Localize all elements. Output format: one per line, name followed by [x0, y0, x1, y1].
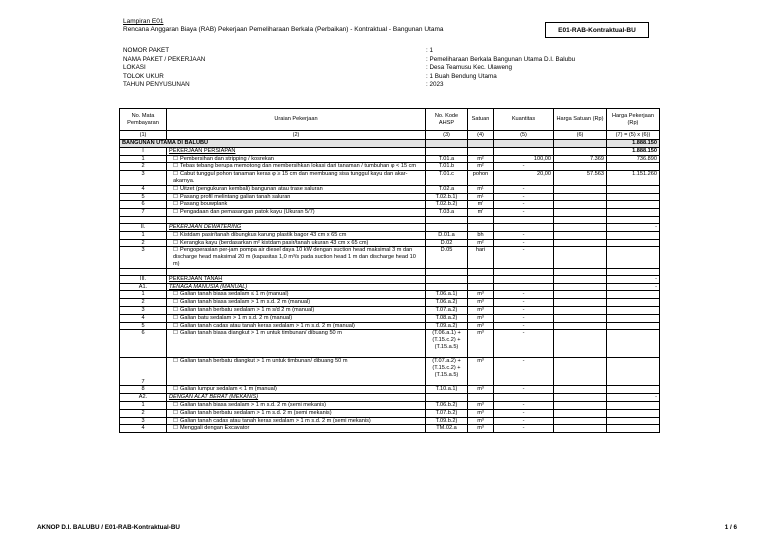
group-row: [120, 147, 660, 155]
row-code: T.02.b.2): [426, 201, 468, 209]
row-no: 3: [120, 171, 167, 186]
row-no: 3: [120, 306, 167, 314]
row-amount: [607, 185, 660, 193]
row-code: T.01.a: [426, 155, 468, 163]
row-code: (T.07.a.2) + (T.15.c.2) + (T.15.a.5): [426, 358, 468, 386]
row-no: 5: [120, 193, 167, 201]
row-amount: [607, 193, 660, 201]
row-unit-price: [554, 163, 607, 171]
table-row: [120, 358, 660, 386]
table-header-row: [120, 109, 660, 131]
row-unit: m³: [468, 409, 494, 417]
row-unit-price: 7.369: [554, 155, 607, 163]
info-label: NAMA PAKET / PEKERJAAN: [123, 55, 206, 63]
row-quantity: -: [494, 425, 554, 433]
table-row: [120, 201, 660, 209]
group-label: PEKERJAAN DEWATERING: [167, 223, 426, 231]
row-description: ☐ Kerangka kayu (berdasarkan m² kistdam pasir/tanah ukuran 43 cm x 65 cm): [173, 240, 368, 246]
row-code: T.02.b.1): [426, 193, 468, 201]
row-description: ☐ Pengoperasian per-jam pompa air diesel daya 10 kW dengan suction head maksimal 3 m dan discharge head maksimal 20 m (kapasitas 1,0 m³/s pada suction head 1 m dan discharge head 10 m): [173, 247, 416, 267]
table-row: [120, 209, 660, 217]
row-unit: m²: [468, 155, 494, 163]
group-no: III.: [120, 275, 167, 283]
row-unit: m³: [468, 306, 494, 314]
row-quantity: -: [494, 239, 554, 247]
row-no: 2: [120, 299, 167, 307]
table-row: [120, 409, 660, 417]
row-unit: m³: [468, 386, 494, 394]
col-number: (7) = (5) x (6)): [607, 131, 660, 140]
col-number: (1): [120, 131, 167, 140]
group-total: 1.888.150: [607, 147, 660, 155]
info-value: : Pemeliharaan Berkala Bangunan Utama D.I. Balubu: [426, 55, 576, 63]
info-label: NOMOR PAKET: [123, 47, 170, 54]
subgroup-row: [120, 394, 660, 402]
table-row: [120, 314, 660, 322]
row-unit: m¹: [468, 193, 494, 201]
table-row: [120, 247, 660, 268]
row-no: 4: [120, 425, 167, 433]
table-row: [120, 193, 660, 201]
row-no: 4: [120, 185, 167, 193]
row-no: 7: [120, 209, 167, 217]
row-description: ☐ Uitzet (pengukuran kembali) bangunan atau trase saluran: [173, 186, 323, 192]
row-quantity: -: [494, 386, 554, 394]
row-unit: m³: [468, 401, 494, 409]
row-description: ☐ Tebas tebang berupa memotong dan membersihkan lokasi dari tanaman / tumbuhan φ < 15 cm: [173, 163, 416, 169]
row-quantity: -: [494, 193, 554, 201]
row-unit: m³: [468, 358, 494, 386]
row-description: ☐ Pasang bouwplank: [173, 201, 227, 207]
row-unit: m²: [468, 239, 494, 247]
row-no: 1: [120, 401, 167, 409]
row-code: T.06.b.2): [426, 401, 468, 409]
row-unit-price: 57.563: [554, 171, 607, 186]
row-unit-price: [554, 193, 607, 201]
info-value: : 2023: [426, 81, 444, 89]
table-row: [120, 330, 660, 358]
row-amount: 736.890: [607, 155, 660, 163]
row-description: ☐ Pengadaan dan pemasangan patok kayu (Ukuran 5/7): [173, 209, 315, 215]
group-no: I: [120, 147, 167, 155]
attachment-label: Lampiran E01: [123, 18, 164, 25]
row-quantity: -: [494, 201, 554, 209]
row-description: ☐ Galian tanah berbatu diangkut > 1 m untuk timbunan/ dibuang 50 m: [173, 358, 347, 364]
row-unit: m³: [468, 299, 494, 307]
spacer-row: [120, 216, 660, 223]
row-code: T.09.b.2): [426, 417, 468, 425]
row-description: ☐ Pembersihan dan stripping / kosrekan: [173, 156, 274, 162]
row-unit: pohon: [468, 171, 494, 186]
table-row: [120, 171, 660, 186]
col-header-uraian: Uraian Pekerjaan: [167, 109, 426, 131]
row-quantity: -: [494, 409, 554, 417]
subgroup-total: -: [607, 394, 660, 402]
table-row: [120, 417, 660, 425]
group-total: -: [607, 275, 660, 283]
group-label: PEKERJAAN PERSIAPAN: [167, 147, 426, 155]
row-quantity: -: [494, 358, 554, 386]
subgroup-total: -: [607, 283, 660, 291]
footer-document-ref: AKNOP D.I. BALUBU / E01-RAB-Kontraktual-BU: [37, 524, 180, 531]
row-amount: [607, 209, 660, 217]
row-code: T.01.c: [426, 171, 468, 186]
row-code: T.09.a.2): [426, 322, 468, 330]
row-unit: hari: [468, 247, 494, 268]
col-number: (3): [426, 131, 468, 140]
col-number: (5): [494, 131, 554, 140]
row-code: T.07.a.2): [426, 306, 468, 314]
row-unit: m³: [468, 330, 494, 358]
row-description: ☐ Galian tanah biasa diangkut > 1 m untuk timbunan/ dibuang 50 m: [173, 330, 342, 336]
info-value: : Desa Teamusu Kec. Ulaweng: [426, 64, 512, 72]
table-row: [120, 185, 660, 193]
col-number: (6): [554, 131, 607, 140]
row-quantity: -: [494, 330, 554, 358]
row-description: ☐ Galian tanah cadas atau tanah keras sedalam > 1 m s.d. 2 m (manual): [173, 323, 355, 329]
row-code: T.03.a: [426, 209, 468, 217]
row-no: 7: [120, 358, 167, 386]
row-code: T.02.a: [426, 185, 468, 193]
row-code: D.05: [426, 247, 468, 268]
table-row: [120, 425, 660, 433]
spacer-row: [120, 268, 660, 275]
row-description: ☐ Galian tanah berbatu sedalam > 1 m s/d 2 m (manual): [173, 307, 314, 313]
table-row: [120, 306, 660, 314]
row-unit: m³: [468, 314, 494, 322]
table-row: [120, 163, 660, 171]
subgroup-label: TENAGA MANUSIA (MANUAL): [167, 283, 426, 291]
info-row: [123, 73, 683, 82]
row-code: T.08.a.2): [426, 314, 468, 322]
row-amount: [607, 163, 660, 171]
group-total: -: [607, 223, 660, 231]
section-total: 1.888.150: [607, 140, 660, 148]
row-quantity: 20,00: [494, 171, 554, 186]
row-unit: m': [468, 201, 494, 209]
column-number-row: [120, 131, 660, 140]
document-code-box: E01-RAB-Kontraktual-BU: [545, 22, 649, 38]
row-description: ☐ Galian tanah biasa sedalam > 1 m s.d. 2 m (semi mekanis): [173, 402, 326, 408]
col-header-no: No. Mata Pembayaran: [120, 109, 167, 131]
col-header-kode: No. Kode AHSP: [426, 109, 468, 131]
table-row: [120, 155, 660, 163]
row-quantity: -: [494, 401, 554, 409]
row-no: 3: [120, 417, 167, 425]
row-no: 2: [120, 409, 167, 417]
group-row: [120, 223, 660, 231]
row-no: 1: [120, 155, 167, 163]
table-row: [120, 231, 660, 239]
row-code: T.06.a.2): [426, 299, 468, 307]
row-description: ☐ Galian tanah biasa sedalam ≤ 1 m (manual): [173, 291, 289, 297]
row-description: ☐ Kistdam pasir/tanah dibungkus karung plastik bagor 43 cm x 65 cm: [173, 232, 346, 238]
subgroup-label: DENGAN ALAT BERAT (MEKANIS): [167, 394, 426, 402]
row-no: 6: [120, 330, 167, 358]
row-no: 5: [120, 322, 167, 330]
section-label: BANGUNAN UTAMA DI BALUBU: [120, 140, 426, 148]
row-quantity: -: [494, 299, 554, 307]
row-code: T.01.b: [426, 163, 468, 171]
info-label: TAHUN PENYUSUNAN: [123, 81, 190, 89]
info-row: [123, 64, 683, 73]
row-amount: 1.151.260: [607, 171, 660, 186]
table-row: [120, 299, 660, 307]
row-code: TM.02.a: [426, 425, 468, 433]
col-header-satuan: Satuan: [468, 109, 494, 131]
row-quantity: -: [494, 314, 554, 322]
info-row: [123, 56, 683, 65]
package-info: [123, 47, 683, 90]
row-no: 1: [120, 291, 167, 299]
table-row: [120, 322, 660, 330]
row-quantity: -: [494, 163, 554, 171]
row-description: ☐ Cabut tunggul pohon tanaman keras φ ≥ 15 cm dan membuang sisa tunggul kayu dan akar-akarnya.: [173, 171, 408, 184]
row-unit: m³: [468, 425, 494, 433]
subgroup-no: A1.: [120, 283, 167, 291]
row-description: ☐ Pasang profil melintang galian tanah saluran: [173, 194, 290, 200]
row-unit: bh: [468, 231, 494, 239]
subgroup-row: [120, 283, 660, 291]
row-no: 3: [120, 247, 167, 268]
cost-estimate-table: [119, 108, 660, 433]
row-unit-price: [554, 185, 607, 193]
col-number: (2): [167, 131, 426, 140]
col-header-harga-pekerjaan: Harga Pekerjaan (Rp): [607, 109, 660, 131]
row-quantity: -: [494, 322, 554, 330]
row-code: (T.06.a.1) + (T.15.c.2) + (T.15.a.5): [426, 330, 468, 358]
row-no: 2: [120, 163, 167, 171]
row-no: 8: [120, 386, 167, 394]
document-title: Rencana Anggaran Biaya (RAB) Pekerjaan Pemeliharaan Berkala (Perbaikan) - Kontraktual - Bangunan Utama: [123, 26, 444, 33]
info-value: : 1 Buah Bendung Utama: [426, 72, 497, 80]
row-code: T.06.a.1): [426, 291, 468, 299]
row-quantity: -: [494, 291, 554, 299]
section-row: [120, 140, 660, 148]
row-no: 4: [120, 314, 167, 322]
info-row: [123, 47, 683, 56]
row-unit: m³: [468, 322, 494, 330]
page-footer: [37, 524, 737, 531]
row-quantity: -: [494, 306, 554, 314]
subgroup-no: A2.: [120, 394, 167, 402]
row-description: ☐ Galian tanah biasa sedalam > 1 m s.d. 2 m (manual): [173, 299, 310, 305]
row-quantity: -: [494, 185, 554, 193]
row-no: 1: [120, 231, 167, 239]
row-description: ☐ Galian batu sedalam > 1 m s.d. 2 m (manual): [173, 315, 292, 321]
row-description: ☐ Galian tanah cadas atau tanah keras sedalam > 1 m s.d. 2 m (semi mekanis): [173, 418, 371, 424]
row-code: T.07.b.2): [426, 409, 468, 417]
info-row: [123, 81, 683, 90]
page-number: 1 / 6: [724, 524, 737, 531]
row-no: 6: [120, 201, 167, 209]
row-unit: m³: [468, 417, 494, 425]
table-row: [120, 239, 660, 247]
group-row: [120, 275, 660, 283]
table-row: [120, 291, 660, 299]
table-row: [120, 386, 660, 394]
row-no: 2: [120, 239, 167, 247]
row-code: D.02: [426, 239, 468, 247]
row-quantity: -: [494, 417, 554, 425]
group-label: PEKERJAAN TANAH: [167, 275, 426, 283]
group-no: II.: [120, 223, 167, 231]
row-amount: [607, 201, 660, 209]
info-label: TOLOK UKUR: [123, 72, 164, 80]
info-label: LOKASI: [123, 64, 146, 72]
row-unit-price: [554, 201, 607, 209]
row-description: ☐ Galian tanah berbatu sedalam > 1 m s.d. 2 m (semi mekanis): [173, 410, 332, 416]
col-header-kuantitas: Kuantitas: [494, 109, 554, 131]
row-unit: m³: [468, 291, 494, 299]
row-quantity: -: [494, 231, 554, 239]
row-unit: m': [468, 209, 494, 217]
table-row: [120, 401, 660, 409]
col-header-harga-satuan: Harga Satuan (Rp): [554, 109, 607, 131]
row-quantity: -: [494, 209, 554, 217]
row-description: ☐ Menggali dengan Excavator: [173, 425, 249, 431]
row-unit: m¹: [468, 185, 494, 193]
row-unit: m²: [468, 163, 494, 171]
row-quantity: 100,00: [494, 155, 554, 163]
document-header: [123, 18, 443, 34]
row-code: D.01.a: [426, 231, 468, 239]
info-value: : 1: [426, 47, 434, 54]
row-quantity: -: [494, 247, 554, 268]
row-description: ☐ Galian lumpur sedalam < 1 m (manual): [173, 386, 277, 392]
row-code: T.10.a.1): [426, 386, 468, 394]
row-unit-price: [554, 209, 607, 217]
col-number: (4): [468, 131, 494, 140]
